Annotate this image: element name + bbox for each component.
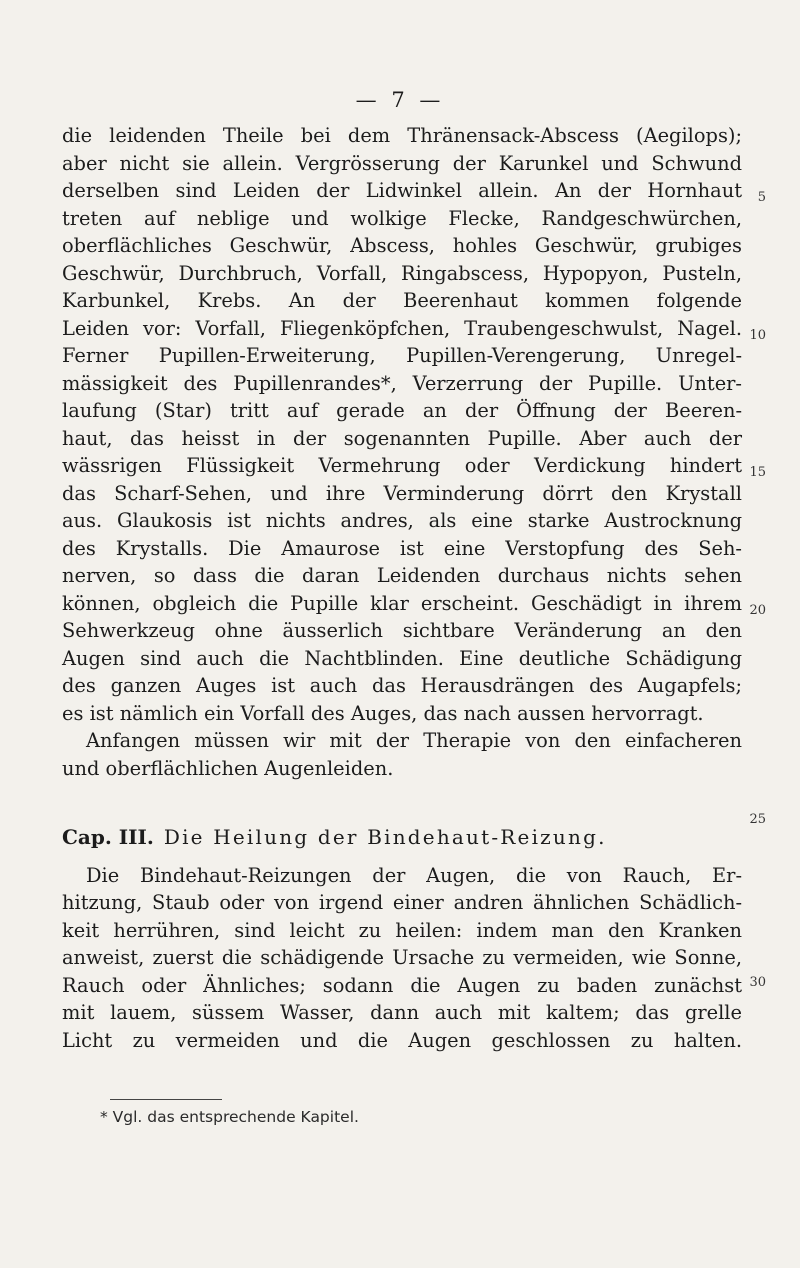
margin-line-number: 5 <box>757 190 766 205</box>
chapter-number: Cap. III. <box>62 825 154 849</box>
text-line: Karbunkel, Krebs. An der Beerenhaut kommen folgende <box>62 289 742 312</box>
text-line: derselben sind Leiden der Lidwinkel allein. An der Hornhaut <box>62 179 742 202</box>
text-line: es ist nämlich ein Vorfall des Auges, das nach aussen hervorragt. <box>62 701 704 725</box>
margin-line-number: 20 <box>749 603 766 618</box>
text-line: Die Bindehaut-Reizungen der Augen, die von Rauch, Er- <box>86 863 742 887</box>
footnote: * Vgl. das entsprechende Kapitel. <box>100 1108 359 1126</box>
text-line: mit lauem, süssem Wasser, dann auch mit kaltem; das grelle <box>62 1001 742 1024</box>
text-line: nerven, so dass die daran Leidenden durchaus nichts sehen <box>62 564 742 587</box>
text-line: laufung (Star) tritt auf gerade an der Öffnung der Beeren- <box>62 399 742 422</box>
text-line: anweist, zuerst die schädigende Ursache zu vermeiden, wie Sonne, <box>62 946 742 969</box>
chapter-heading <box>62 824 742 852</box>
text-line: die leidenden Theile bei dem Thränensack-Abscess (Aegilops); <box>62 124 742 147</box>
text-line: Licht zu vermeiden und die Augen geschlossen zu halten. <box>62 1028 742 1052</box>
margin-line-number: 10 <box>749 328 766 343</box>
paragraph-1 <box>62 122 742 1054</box>
text-line: Anfangen müssen wir mit der Therapie von den einfacheren <box>86 729 742 752</box>
text-line: wässrigen Flüssigkeit Vermehrung oder Verdickung hindert <box>62 454 742 477</box>
margin-line-number: 15 <box>749 465 766 480</box>
text-line: keit herrühren, sind leicht zu heilen: indem man den Kranken <box>62 918 742 942</box>
text-line: Geschwür, Durchbruch, Vorfall, Ringabscess, Hypopyon, Pusteln, <box>62 261 742 285</box>
text-line: des Krystalls. Die Amaurose ist eine Verstopfung des Seh- <box>62 536 742 560</box>
footnote-rule <box>110 1099 222 1100</box>
text-line: hitzung, Staub oder von irgend einer andren ähnlichen Schädlich- <box>62 891 742 914</box>
margin-line-number: 30 <box>749 975 766 990</box>
text-line: Ferner Pupillen-Erweiterung, Pupillen-Verengerung, Unregel- <box>62 344 742 367</box>
page-number: — 7 — <box>355 88 445 112</box>
text-line: Leiden vor: Vorfall, Fliegenköpfchen, Traubengeschwulst, Nagel. <box>62 316 742 340</box>
text-line: aus. Glaukosis ist nichts andres, als eine starke Austrocknung <box>62 509 742 532</box>
text-line: treten auf neblige und wolkige Flecke, Randgeschwürchen, <box>62 206 742 230</box>
chapter-title: Die Heilung der Bindehaut-Reizung. <box>163 825 607 849</box>
text-line: können, obgleich die Pupille klar erscheint. Geschädigt in ihrem <box>62 591 742 615</box>
margin-line-number: 25 <box>749 812 766 827</box>
text-line: des ganzen Auges ist auch das Herausdrängen des Augapfels; <box>62 674 742 697</box>
text-line: Augen sind auch die Nachtblinden. Eine deutliche Schädigung <box>62 646 742 670</box>
text-line: Sehwerkzeug ohne äusserlich sichtbare Veränderung an den <box>62 619 742 642</box>
text-line: das Scharf-Sehen, und ihre Verminderung dörrt den Krystall <box>62 481 742 505</box>
text-line: haut, das heisst in der sogenannten Pupille. Aber auch der <box>62 426 742 450</box>
text-line: und oberflächlichen Augenleiden. <box>62 756 394 780</box>
text-line: Rauch oder Ähnliches; sodann die Augen zu baden zunächst <box>62 973 742 997</box>
text-line: aber nicht sie allein. Vergrösserung der Karunkel und Schwund <box>62 151 742 175</box>
text-line: oberflächliches Geschwür, Abscess, hohles Geschwür, grubiges <box>62 234 742 257</box>
text-line: mässigkeit des Pupillenrandes*, Verzerrung der Pupille. Unter- <box>62 371 742 395</box>
